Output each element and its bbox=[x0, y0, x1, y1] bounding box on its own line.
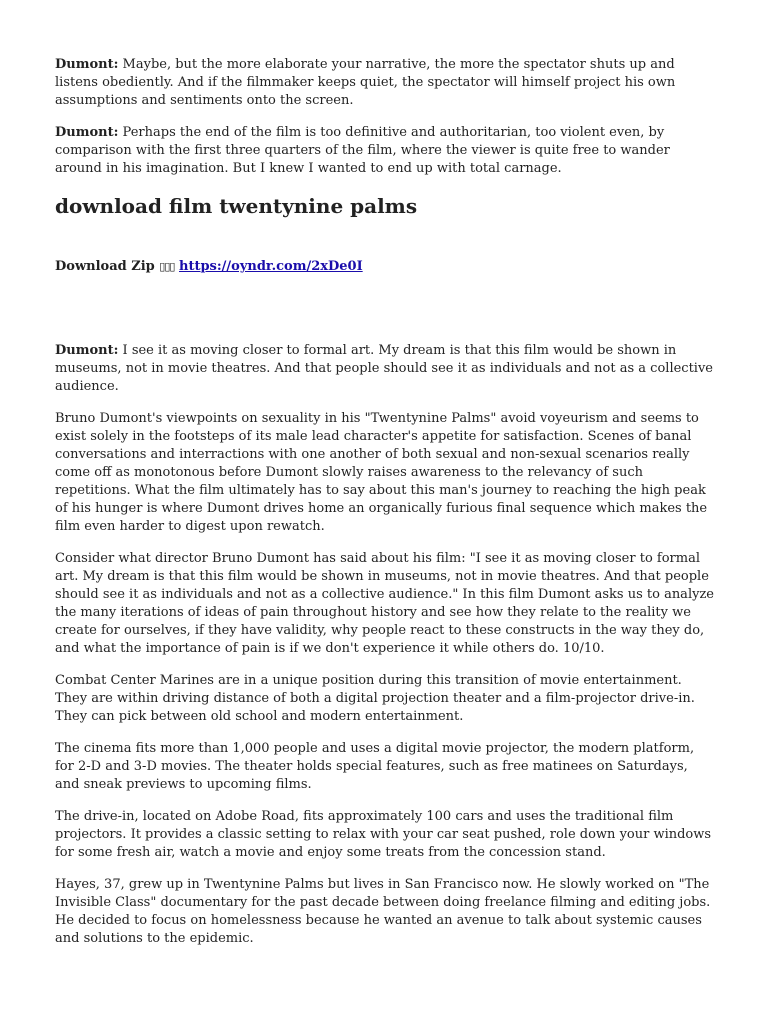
body-paragraph: Bruno Dumont's viewpoints on sexuality in his "Twentynine Palms" avoid voyeurism and seems to exist solely in the footsteps of its male lead character's appetite for satisfaction. Scenes of banal conversations and interractions with one another of both sexual and non-sexual scenarios really come off as monotonous before Dumont slowly raises awareness to the relevancy of such repetitions. What the film ultimately has to say about this man's journey to reaching the high peak of his hunger is where Dumont drives home an organically furious final sequence which makes the film even harder to digest upon rewatch. bbox=[55, 411, 708, 534]
speaker-label: Dumont: bbox=[55, 343, 119, 358]
placeholder-glyphs: ▯▯▯ bbox=[159, 260, 175, 273]
intro-paragraph bbox=[55, 124, 714, 178]
body-paragraph: Combat Center Marines are in a unique position during this transition of movie entertainment. They are within driving distance of both a digital projection theater and a film-projector drive-in. They can pick between old school and modern entertainment. bbox=[55, 673, 695, 724]
download-line bbox=[55, 258, 714, 276]
body-paragraph: Consider what director Bruno Dumont has said about his film: "I see it as moving closer to formal art. My dream is that this film would be shown in museums, not in movie theatres. And that people should see it as individuals and not as a collective audience." In this film Dumont asks us to analyze the many iterations of ideas of pain throughout history and see how they relate to the reality we create for ourselves, if they have validity, why people react to these constructs in the way they do, and what the importance of pain is if we don't experience it while others do. 10/10. bbox=[55, 551, 714, 656]
dumont-quote-paragraph bbox=[55, 342, 714, 396]
body-paragraph: The drive-in, located on Adobe Road, fits approximately 100 cars and uses the traditional film projectors. It provides a classic setting to relax with your car seat pushed, role down your windows for some fresh air, watch a movie and enjoy some treats from the concession stand. bbox=[55, 809, 712, 860]
speaker-label: Dumont: bbox=[55, 57, 119, 72]
paragraph-text: Perhaps the end of the film is too definitive and authoritarian, too violent even, by comparison with the first three quarters of the film, where the viewer is quite free to wander around in his imagination. But I knew I wanted to end up with total carnage. bbox=[55, 125, 670, 176]
intro-block bbox=[55, 56, 714, 178]
page-heading: download film twentynine palms bbox=[55, 194, 418, 218]
heading-wrap bbox=[55, 193, 714, 219]
intro-paragraph bbox=[55, 56, 714, 110]
article-body bbox=[55, 342, 714, 948]
paragraph-text: Maybe, but the more elaborate your narrative, the more the spectator shuts up and listens obediently. And if the filmmaker keeps quiet, the spectator will himself project his own assumptions and sentiments onto the screen. bbox=[55, 57, 676, 108]
body-paragraph: Hayes, 37, grew up in Twentynine Palms but lives in San Francisco now. He slowly worked on "The Invisible Class" documentary for the past decade between doing freelance filming and editing jobs. He decided to focus on homelessness because he wanted an avenue to talk about systemic causes and solutions to the epidemic. bbox=[55, 877, 711, 946]
download-label: Download Zip bbox=[55, 259, 155, 274]
speaker-label: Dumont: bbox=[55, 125, 119, 140]
download-link[interactable]: https://oyndr.com/2xDe0I bbox=[179, 259, 363, 274]
body-paragraph: The cinema fits more than 1,000 people and uses a digital movie projector, the modern platform, for 2-D and 3-D movies. The theater holds special features, such as free matinees on Saturdays, and sneak previews to upcoming films. bbox=[55, 741, 695, 792]
paragraph-text: I see it as moving closer to formal art. My dream is that this film would be shown in museums, not in movie theatres. And that people should see it as individuals and not as a collective audience. bbox=[55, 343, 713, 394]
